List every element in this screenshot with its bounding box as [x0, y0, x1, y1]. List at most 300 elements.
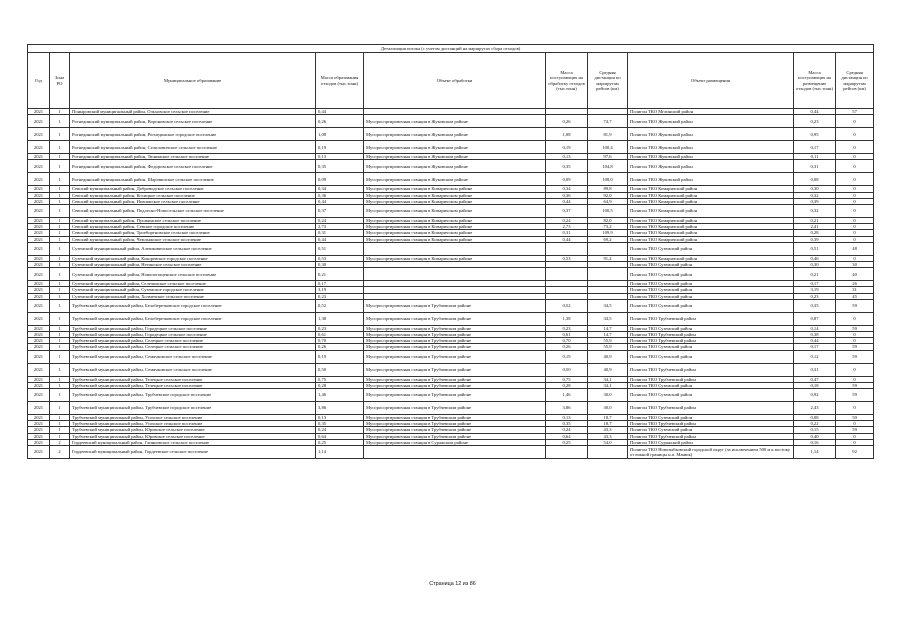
- cell-mass: 0,21: [316, 268, 364, 281]
- table-row: [28, 141, 874, 154]
- table-row: [28, 115, 874, 128]
- cell-zone: 1: [50, 141, 70, 154]
- cell-mass: 0,50: [316, 363, 364, 376]
- cell-avg-distance-placement: 0: [836, 198, 874, 204]
- cell-year: 2021: [28, 236, 50, 242]
- cell-municipality: Суземский муниципальный район, Кокоревское городское поселение: [70, 255, 316, 261]
- cell-mass: 0,70: [316, 338, 364, 344]
- cell-municipality: Рогнединский муниципальный район, Рогнединское городское поселение: [70, 128, 316, 141]
- cell-incoming-mass: 0,19: [546, 141, 588, 154]
- cell-mass-placement: 0,21: [794, 218, 836, 224]
- cell-avg-distance-placement: 0: [836, 205, 874, 218]
- cell-zone: 1: [50, 154, 70, 160]
- cell-zone: 2: [50, 446, 70, 459]
- cell-zone: 1: [50, 433, 70, 439]
- cell-avg-distance-processing: 109,9: [588, 230, 628, 236]
- cell-processing-object: Мусоросортировочная станция в Жуковском районе: [364, 141, 546, 154]
- table-row: [28, 242, 874, 255]
- cell-avg-distance-processing: 64,9: [588, 198, 628, 204]
- cell-avg-distance-placement: 0: [836, 224, 874, 230]
- cell-processing-object: Мусоросортировочная станция в Комаричском районе: [364, 192, 546, 198]
- cell-year: 2021: [28, 433, 50, 439]
- header-avg-distance-placement: Средняя дистанция по маршрутам рейсов (км): [836, 53, 874, 109]
- cell-mass-placement: 0,39: [794, 198, 836, 204]
- cell-zone: 1: [50, 402, 70, 415]
- cell-placement-object: Полигон ТКО Суземский район: [628, 242, 794, 255]
- cell-avg-distance-placement: 0: [836, 192, 874, 198]
- cell-municipality: Гордеевский муниципальный район, Глинновское сельское поселение: [70, 439, 316, 445]
- cell-incoming-mass: 0,34: [546, 186, 588, 192]
- cell-year: 2021: [28, 325, 50, 331]
- cell-processing-object: Мусоросортировочная станция в Трубчевском районе: [364, 389, 546, 402]
- cell-municipality: Суземский муниципальный район, Негинское сельское поселение: [70, 262, 316, 268]
- cell-mass: 0,28: [316, 382, 364, 388]
- cell-mass-placement: 0,15: [794, 427, 836, 433]
- cell-mass: 0,75: [316, 376, 364, 382]
- cell-year: 2021: [28, 262, 50, 268]
- cell-mass-placement: 0,32: [794, 192, 836, 198]
- cell-avg-distance-placement: 0: [836, 218, 874, 224]
- cell-placement-object: Полигон ТКО Суземский район: [628, 350, 794, 363]
- cell-municipality: Рогнединский муниципальный район, Селиловичское сельское поселение: [70, 141, 316, 154]
- cell-zone: 1: [50, 325, 70, 331]
- cell-year: 2021: [28, 439, 50, 445]
- table-row: [28, 350, 874, 363]
- cell-incoming-mass: 0,35: [546, 421, 588, 427]
- cell-mass-placement: 0,22: [794, 421, 836, 427]
- cell-zone: 1: [50, 115, 70, 128]
- cell-processing-object: Мусоросортировочная станция в Комаричском районе: [364, 255, 546, 261]
- cell-incoming-mass: 0,24: [546, 427, 588, 433]
- cell-mass-placement: 0,35: [794, 299, 836, 312]
- cell-processing-object: Мусоросортировочная станция в Трубчевском районе: [364, 312, 546, 325]
- cell-avg-distance-processing: 97,6: [588, 154, 628, 160]
- cell-incoming-mass: 0,13: [546, 154, 588, 160]
- cell-zone: 1: [50, 192, 70, 198]
- cell-placement-object: Полигон ТКО Суземский район: [628, 325, 794, 331]
- cell-mass-placement: 0,08: [794, 173, 836, 186]
- cell-zone: 1: [50, 332, 70, 338]
- cell-mass: 0,44: [316, 236, 364, 242]
- cell-avg-distance-placement: 59: [836, 299, 874, 312]
- cell-avg-distance-processing: 34,1: [588, 382, 628, 388]
- cell-municipality: Суземский муниципальный район, Суземское городское поселение: [70, 287, 316, 293]
- cell-avg-distance-processing: [588, 268, 628, 281]
- cell-mass: 0,24: [316, 218, 364, 224]
- cell-year: 2021: [28, 299, 50, 312]
- table-row: [28, 268, 874, 281]
- cell-mass: 1,08: [316, 128, 364, 141]
- cell-placement-object: Полигон ТКО Суземский район: [628, 281, 794, 287]
- cell-year: 2021: [28, 312, 50, 325]
- cell-processing-object: Мусоросортировочная станция в Жуковском районе: [364, 115, 546, 128]
- cell-year: 2021: [28, 382, 50, 388]
- cell-incoming-mass: 0,25: [546, 439, 588, 445]
- cell-zone: 1: [50, 415, 70, 421]
- cell-placement-object: Полигон ТКО Комаричский район: [628, 255, 794, 261]
- cell-zone: 1: [50, 268, 70, 281]
- cell-mass: 0,19: [316, 350, 364, 363]
- cell-avg-distance-placement: 0: [836, 255, 874, 261]
- cell-processing-object: Мусоросортировочная станция в Комаричском районе: [364, 224, 546, 230]
- cell-processing-object: Мусоросортировочная станция в Трубчевском районе: [364, 433, 546, 439]
- cell-placement-object: Полигон ТКО Трубчевский район: [628, 421, 794, 427]
- cell-avg-distance-placement: 0: [836, 141, 874, 154]
- cell-avg-distance-processing: 100,5: [588, 205, 628, 218]
- cell-mass-placement: 2,43: [794, 402, 836, 415]
- cell-processing-object: Мусоросортировочная станция в Трубчевском районе: [364, 363, 546, 376]
- cell-mass: 0,44: [316, 109, 364, 115]
- cell-mass-placement: 0,95: [794, 128, 836, 141]
- cell-year: 2021: [28, 446, 50, 459]
- cell-mass-placement: 0,46: [794, 255, 836, 261]
- cell-avg-distance-placement: 40: [836, 268, 874, 281]
- cell-avg-distance-placement: 59: [836, 415, 874, 421]
- cell-avg-distance-processing: 91,4: [588, 255, 628, 261]
- cell-avg-distance-placement: 59: [836, 325, 874, 331]
- cell-mass-placement: 0,92: [794, 389, 836, 402]
- cell-incoming-mass: 1,38: [546, 312, 588, 325]
- cell-processing-object: Мусоросортировочная станция в Жуковском районе: [364, 173, 546, 186]
- cell-year: 2021: [28, 205, 50, 218]
- cell-placement-object: Полигон ТКО Суземский район: [628, 427, 794, 433]
- cell-mass-placement: 0,11: [794, 154, 836, 160]
- cell-processing-object: Мусоросортировочная станция в Трубчевском районе: [364, 325, 546, 331]
- cell-placement-object: Полигон ТКО Трубчевский район: [628, 402, 794, 415]
- cell-processing-object: Мусоросортировочная станция в Жуковском районе: [364, 128, 546, 141]
- cell-incoming-mass: 0,24: [546, 218, 588, 224]
- header-mass-placement: Масса поступающих на размещение отходов (тыс.тонн): [794, 53, 836, 109]
- cell-avg-distance-processing: 43,3: [588, 427, 628, 433]
- cell-municipality: Трубчевский муниципальный район, Юровское сельское поселение: [70, 427, 316, 433]
- cell-mass-placement: 0,39: [794, 236, 836, 242]
- cell-year: 2021: [28, 198, 50, 204]
- cell-year: 2021: [28, 344, 50, 350]
- cell-mass: 0,36: [316, 192, 364, 198]
- cell-incoming-mass: [546, 242, 588, 255]
- cell-zone: 1: [50, 299, 70, 312]
- cell-placement-object: Полигон ТКО Суземский район: [628, 293, 794, 299]
- cell-mass: 0,61: [316, 332, 364, 338]
- cell-municipality: Севский муниципальный район, Новоямское сельское поселение: [70, 198, 316, 204]
- cell-mass-placement: 0,28: [794, 230, 836, 236]
- cell-avg-distance-processing: 55,9: [588, 338, 628, 344]
- cell-year: 2021: [28, 281, 50, 287]
- cell-zone: 1: [50, 262, 70, 268]
- cell-mass: 3,86: [316, 402, 364, 415]
- cell-year: 2021: [28, 115, 50, 128]
- cell-processing-object: Мусоросортировочная станция в Трубчевском районе: [364, 382, 546, 388]
- table-body: [28, 109, 874, 459]
- cell-processing-object: Мусоросортировочная станция в Трубчевском районе: [364, 299, 546, 312]
- cell-year: 2021: [28, 350, 50, 363]
- header-placement-object: Объект размещения: [628, 53, 794, 109]
- cell-municipality: Севский муниципальный район, Троебортновское сельское поселение: [70, 230, 316, 236]
- cell-mass-placement: 1,14: [794, 446, 836, 459]
- cell-incoming-mass: 0,44: [546, 236, 588, 242]
- cell-processing-object: Мусоросортировочная станция в Комаричском районе: [364, 205, 546, 218]
- cell-placement-object: Полигон ТКО Трубчевский район: [628, 433, 794, 439]
- cell-municipality: Севский муниципальный район, Севское городское поселение: [70, 224, 316, 230]
- table-row: [28, 173, 874, 186]
- cell-avg-distance-processing: 30,0: [588, 389, 628, 402]
- cell-mass-placement: 0,44: [794, 338, 836, 344]
- cell-mass-placement: 0,47: [794, 376, 836, 382]
- cell-processing-object: [364, 268, 546, 281]
- cell-placement-object: Полигон ТКО Жуковский район: [628, 154, 794, 160]
- cell-avg-distance-placement: 0: [836, 433, 874, 439]
- cell-avg-distance-processing: 34,5: [588, 312, 628, 325]
- cell-processing-object: Мусоросортировочная станция в Суражском районе: [364, 439, 546, 445]
- cell-placement-object: Полигон ТКО Комаричский район: [628, 224, 794, 230]
- cell-year: 2021: [28, 186, 50, 192]
- cell-incoming-mass: 0,75: [546, 376, 588, 382]
- cell-year: 2021: [28, 389, 50, 402]
- cell-avg-distance-placement: 0: [836, 230, 874, 236]
- cell-municipality: Рогнединский муниципальный район, Тюнинское сельское поселение: [70, 154, 316, 160]
- table-row: [28, 389, 874, 402]
- cell-municipality: Севский муниципальный район, Доброводское сельское поселение: [70, 186, 316, 192]
- cell-mass: 0,25: [316, 439, 364, 445]
- cell-zone: 1: [50, 109, 70, 115]
- cell-avg-distance-processing: 55,9: [588, 344, 628, 350]
- cell-placement-object: Полигон ТКО Трубчевский район: [628, 363, 794, 376]
- cell-mass-placement: 0,31: [794, 363, 836, 376]
- cell-placement-object: Полигон ТКО Комаричский район: [628, 186, 794, 192]
- cell-municipality: Трубчевский муниципальный район, Селецкое сельское поселение: [70, 344, 316, 350]
- cell-zone: 1: [50, 344, 70, 350]
- cell-avg-distance-placement: 59: [836, 389, 874, 402]
- cell-placement-object: Полигон ТКО Комаричский район: [628, 192, 794, 198]
- cell-year: 2021: [28, 160, 50, 173]
- table-row: [28, 363, 874, 376]
- cell-year: 2021: [28, 230, 50, 236]
- cell-incoming-mass: 0,53: [546, 255, 588, 261]
- cell-avg-distance-processing: 100,4: [588, 141, 628, 154]
- cell-municipality: Трубчевский муниципальный район, Усохское сельское поселение: [70, 415, 316, 421]
- cell-processing-object: Мусоросортировочная станция в Трубчевском районе: [364, 344, 546, 350]
- cell-mass-placement: 0,87: [794, 312, 836, 325]
- cell-zone: 2: [50, 439, 70, 445]
- cell-mass: 0,53: [316, 255, 364, 261]
- cell-placement-object: Полигон ТКО Жуковский район: [628, 141, 794, 154]
- cell-avg-distance-placement: 0: [836, 421, 874, 427]
- cell-mass: 0,35: [316, 160, 364, 173]
- cell-mass-placement: 0,18: [794, 382, 836, 388]
- cell-avg-distance-placement: 26: [836, 281, 874, 287]
- cell-avg-distance-placement: 0: [836, 363, 874, 376]
- cell-avg-distance-processing: 14,7: [588, 332, 628, 338]
- cell-avg-distance-placement: 0: [836, 186, 874, 192]
- table-row: [28, 446, 874, 459]
- cell-mass-placement: 0,31: [794, 160, 836, 173]
- cell-mass-placement: 0,16: [794, 439, 836, 445]
- cell-mass: 0,19: [316, 141, 364, 154]
- cell-zone: 1: [50, 242, 70, 255]
- cell-zone: 1: [50, 338, 70, 344]
- cell-mass: 1,14: [316, 446, 364, 459]
- cell-mass-placement: 0,44: [794, 109, 836, 115]
- cell-zone: 1: [50, 312, 70, 325]
- cell-mass-placement: 0,17: [794, 141, 836, 154]
- cell-placement-object: Полигон ТКО Суземский район: [628, 287, 794, 293]
- cell-mass: 0,34: [316, 186, 364, 192]
- cell-municipality: Трубчевский муниципальный район, Усохское сельское поселение: [70, 421, 316, 427]
- cell-avg-distance-placement: 0: [836, 376, 874, 382]
- cell-avg-distance-placement: 59: [836, 427, 874, 433]
- cell-avg-distance-processing: 40,9: [588, 350, 628, 363]
- cell-placement-object: Полигон ТКО Комаричский район: [628, 205, 794, 218]
- cell-avg-distance-processing: 43,3: [588, 433, 628, 439]
- cell-processing-object: Мусоросортировочная станция в Комаричском районе: [364, 186, 546, 192]
- header-municipality: Муниципальное образование: [70, 53, 316, 109]
- table-row: [28, 402, 874, 415]
- cell-municipality: Трубчевский муниципальный район, Телецкое сельское поселение: [70, 382, 316, 388]
- cell-year: 2021: [28, 255, 50, 261]
- cell-year: 2021: [28, 173, 50, 186]
- cell-incoming-mass: 0,64: [546, 433, 588, 439]
- cell-mass-placement: 0,30: [794, 186, 836, 192]
- cell-zone: 1: [50, 236, 70, 242]
- cell-zone: 1: [50, 363, 70, 376]
- cell-mass: 2,73: [316, 224, 364, 230]
- table-row: [28, 299, 874, 312]
- cell-mass: 0,26: [316, 115, 364, 128]
- cell-avg-distance-processing: 18,7: [588, 415, 628, 421]
- cell-avg-distance-placement: 0: [836, 338, 874, 344]
- cell-incoming-mass: 0,23: [546, 325, 588, 331]
- cell-incoming-mass: 1,08: [546, 128, 588, 141]
- cell-placement-object: Полигон ТКО Трубчевский район: [628, 338, 794, 344]
- cell-municipality: Рогнединский муниципальный район, Федоровское сельское поселение: [70, 160, 316, 173]
- header-incoming-mass: Масса поступающих на обработку отходов (тыс.тонн): [546, 53, 588, 109]
- cell-avg-distance-processing: 73,2: [588, 224, 628, 230]
- cell-mass-placement: 0,38: [794, 332, 836, 338]
- cell-zone: 1: [50, 350, 70, 363]
- flow-detail-table: [27, 44, 874, 459]
- cell-avg-distance-processing: [588, 242, 628, 255]
- cell-mass-placement: 0,12: [794, 350, 836, 363]
- cell-processing-object: Мусоросортировочная станция в Трубчевском районе: [364, 421, 546, 427]
- cell-incoming-mass: 0,26: [546, 344, 588, 350]
- cell-incoming-mass: 0,19: [546, 350, 588, 363]
- cell-municipality: Рогнединский муниципальный район, Вороновское сельское поселение: [70, 115, 316, 128]
- cell-mass: 0,37: [316, 205, 364, 218]
- cell-avg-distance-placement: 30: [836, 262, 874, 268]
- cell-processing-object: Мусоросортировочная станция в Комаричском районе: [364, 230, 546, 236]
- cell-zone: 1: [50, 128, 70, 141]
- cell-mass: 0,64: [316, 433, 364, 439]
- cell-processing-object: Мусоросортировочная станция в Трубчевском районе: [364, 332, 546, 338]
- cell-placement-object: Полигон ТКО Жуковский район: [628, 128, 794, 141]
- cell-zone: 1: [50, 287, 70, 293]
- cell-incoming-mass: 0,50: [546, 363, 588, 376]
- cell-municipality: Трубчевский муниципальный район, Трубчевское городское поселение: [70, 402, 316, 415]
- cell-mass-placement: 0,23: [794, 293, 836, 299]
- cell-avg-distance-placement: 0: [836, 439, 874, 445]
- cell-processing-object: Мусоросортировочная станция в Комаричском районе: [364, 198, 546, 204]
- cell-zone: 1: [50, 198, 70, 204]
- cell-avg-distance-processing: 81,9: [588, 128, 628, 141]
- cell-mass: 0,35: [316, 421, 364, 427]
- cell-avg-distance-processing: 69,2: [588, 236, 628, 242]
- table-row: [28, 312, 874, 325]
- cell-municipality: Трубчевский муниципальный район, Селецкое сельское поселение: [70, 338, 316, 344]
- cell-zone: 1: [50, 173, 70, 186]
- cell-incoming-mass: 0,36: [546, 192, 588, 198]
- cell-incoming-mass: 0,61: [546, 332, 588, 338]
- cell-processing-object: Мусоросортировочная станция в Жуковском районе: [364, 160, 546, 173]
- cell-zone: 1: [50, 255, 70, 261]
- table-row: [28, 160, 874, 173]
- cell-municipality: Суземский муниципальный район, Новопогощенское сельское поселение: [70, 268, 316, 281]
- cell-incoming-mass: 0,70: [546, 338, 588, 344]
- cell-municipality: Гордеевский муниципальный район, Гордеевское сельское поселение: [70, 446, 316, 459]
- cell-incoming-mass: 0,35: [546, 160, 588, 173]
- cell-mass-placement: 0,32: [794, 205, 836, 218]
- cell-mass-placement: 0,14: [794, 325, 836, 331]
- cell-processing-object: Мусоросортировочная станция в Трубчевском районе: [364, 427, 546, 433]
- cell-avg-distance-processing: 30,0: [588, 402, 628, 415]
- cell-avg-distance-placement: 31: [836, 287, 874, 293]
- cell-mass: 0,26: [316, 344, 364, 350]
- header-processing-object: Объект обработки: [364, 53, 546, 109]
- cell-avg-distance-placement: 0: [836, 160, 874, 173]
- cell-year: 2021: [28, 376, 50, 382]
- cell-mass-placement: 0,30: [794, 262, 836, 268]
- cell-avg-distance-processing: 40,9: [588, 363, 628, 376]
- cell-incoming-mass: 0,31: [546, 230, 588, 236]
- cell-mass-placement: 0,51: [794, 242, 836, 255]
- cell-mass: 1,38: [316, 312, 364, 325]
- cell-placement-object: Полигон ТКО Трубчевский район: [628, 312, 794, 325]
- cell-placement-object: Полигон ТКО Комаричский район: [628, 218, 794, 224]
- cell-mass: 0,31: [316, 230, 364, 236]
- cell-avg-distance-processing: 14,7: [588, 325, 628, 331]
- cell-zone: 1: [50, 224, 70, 230]
- cell-avg-distance-placement: 57: [836, 109, 874, 115]
- header-mass: Масса образования отходов (тыс.тонн): [316, 53, 364, 109]
- header-avg-distance-processing: Средняя дистанция по маршрутам рейсов (км): [588, 53, 628, 109]
- cell-placement-object: Полигон ТКО Суземский район: [628, 415, 794, 421]
- cell-year: 2021: [28, 332, 50, 338]
- cell-municipality: Суземский муниципальный район, Холмечское сельское поселение: [70, 293, 316, 299]
- cell-year: 2021: [28, 421, 50, 427]
- cell-zone: 1: [50, 218, 70, 224]
- cell-mass: 0,23: [316, 293, 364, 299]
- cell-year: 2021: [28, 293, 50, 299]
- cell-zone: 1: [50, 427, 70, 433]
- cell-municipality: Рогнединский муниципальный район, Шаровичское сельское поселение: [70, 173, 316, 186]
- cell-zone: 1: [50, 382, 70, 388]
- cell-avg-distance-placement: 45: [836, 293, 874, 299]
- cell-year: 2021: [28, 109, 50, 115]
- cell-placement-object: Полигон ТКО Новозыбковский городской округ (за исключением 500 м к востоку от южной границы н.п. Манюк): [628, 446, 794, 459]
- cell-incoming-mass: 0,37: [546, 205, 588, 218]
- cell-zone: 1: [50, 376, 70, 382]
- cell-incoming-mass: [546, 268, 588, 281]
- cell-municipality: Трубчевский муниципальный район, Семячковское сельское поселение: [70, 350, 316, 363]
- cell-processing-object: [364, 446, 546, 459]
- cell-municipality: Трубчевский муниципальный район, Телецкое сельское поселение: [70, 376, 316, 382]
- cell-municipality: Трубчевский муниципальный район, Трубчевское городское поселение: [70, 389, 316, 402]
- cell-mass-placement: 0,08: [794, 415, 836, 421]
- cell-mass: 1,46: [316, 389, 364, 402]
- header-year: Год: [28, 53, 50, 109]
- cell-incoming-mass: 0,44: [546, 198, 588, 204]
- cell-year: 2021: [28, 192, 50, 198]
- cell-mass: 0,44: [316, 198, 364, 204]
